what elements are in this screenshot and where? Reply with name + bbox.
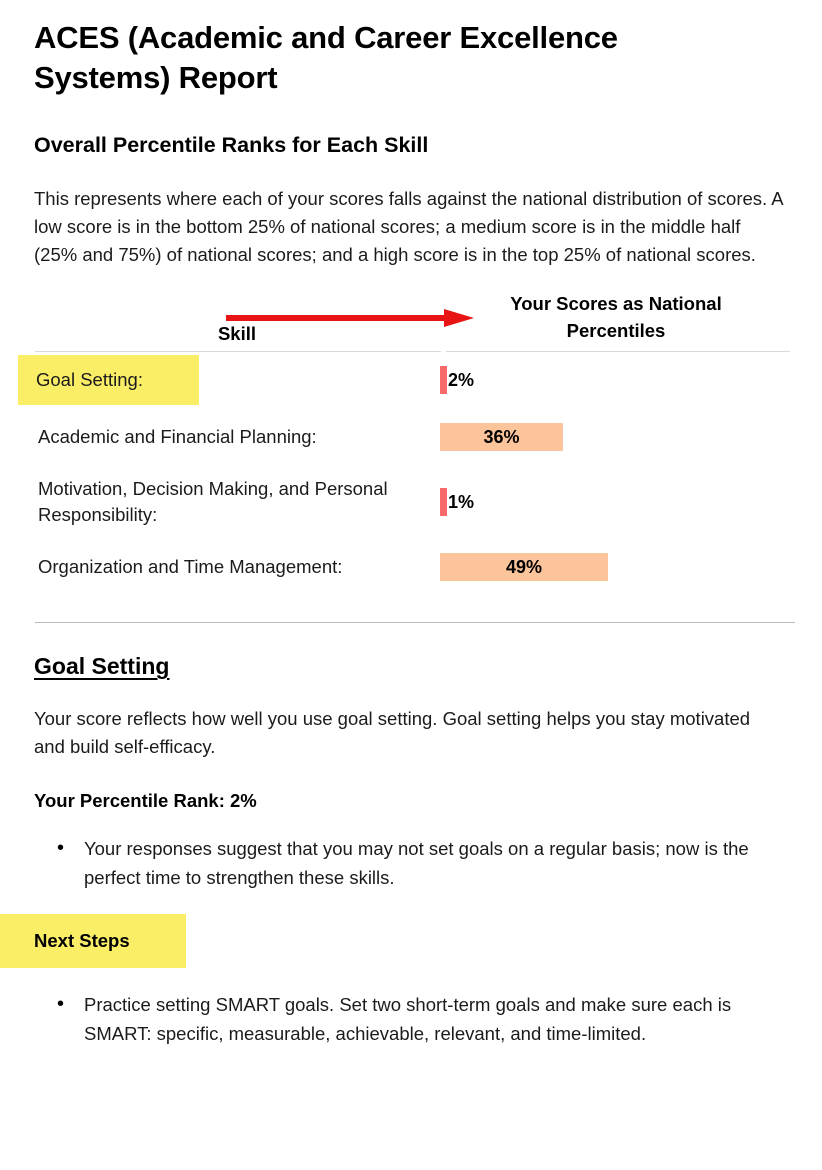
skill-label-motivation	[34, 476, 440, 528]
skill-label-text: Motivation, Decision Making, and Personal Responsibility:	[38, 478, 388, 526]
score-bar	[440, 488, 447, 516]
table-row	[34, 352, 792, 408]
section-divider	[35, 622, 795, 623]
score-value-label: 36%	[483, 426, 520, 447]
table-header-row	[34, 291, 792, 349]
skill-label-goal-setting	[34, 355, 440, 405]
page-title: ACES (Academic and Career Excellence Systems) Report	[34, 20, 618, 96]
intro-paragraph: This represents where each of your scores falls against the national distribution of scores. A low score is in the bottom 25% of national scores; a medium score is in the middle half (25% and 75%) of national scores; and a high score is in the top 25% of national scores.	[34, 187, 783, 266]
list-item: • Your responses suggest that you may not set goals on a regular basis; now is the perfect time to strengthen these skills.	[84, 834, 792, 892]
score-value-label: 2%	[448, 369, 475, 390]
score-bar	[440, 423, 563, 451]
skill-label-organization-time-management	[34, 554, 440, 580]
next-steps-bullet-list	[34, 990, 792, 1048]
column-header-skill: Skill	[217, 323, 257, 345]
goal-setting-bullet-list	[34, 834, 792, 892]
score-bar	[440, 553, 608, 581]
column-header-scores: Your Scores as National Percentiles	[510, 293, 722, 342]
score-value-label: 49%	[505, 556, 543, 577]
header-rule-left	[35, 351, 441, 352]
score-bar	[440, 366, 447, 394]
percentile-rank-line: Your Percentile Rank: 2%	[34, 789, 257, 811]
score-cell-motivation	[440, 488, 792, 516]
skill-label-academic-financial-planning	[34, 424, 440, 450]
goal-setting-description: Your score reflects how well you use goal setting. Goal setting helps you stay motivated and build self-efficacy.	[34, 708, 751, 758]
table-header-divider	[34, 351, 792, 352]
score-cell-goal-setting	[440, 366, 792, 394]
score-cell-organization-time-management	[440, 553, 792, 581]
subsection-heading-goal-setting: Goal Setting	[34, 653, 170, 680]
skill-label-text: Organization and Time Management:	[38, 556, 343, 578]
table-row	[34, 538, 792, 596]
percentile-table	[34, 291, 792, 596]
table-row	[34, 466, 792, 538]
next-steps-heading-wrap	[0, 914, 792, 968]
next-steps-heading: Next Steps	[0, 914, 186, 968]
skill-label-text: Academic and Financial Planning:	[38, 426, 317, 448]
list-item: • Practice setting SMART goals. Set two short-term goals and make sure each is SMART: specific, measurable, achievable, relevant, and time-limited.	[84, 990, 792, 1048]
score-cell-academic-financial-planning	[440, 423, 792, 451]
header-rule-right	[446, 351, 790, 352]
table-row	[34, 408, 792, 466]
section-heading: Overall Percentile Ranks for Each Skill	[34, 132, 429, 157]
skill-label-text: Goal Setting:	[18, 355, 199, 405]
score-value-label: 1%	[448, 491, 475, 512]
